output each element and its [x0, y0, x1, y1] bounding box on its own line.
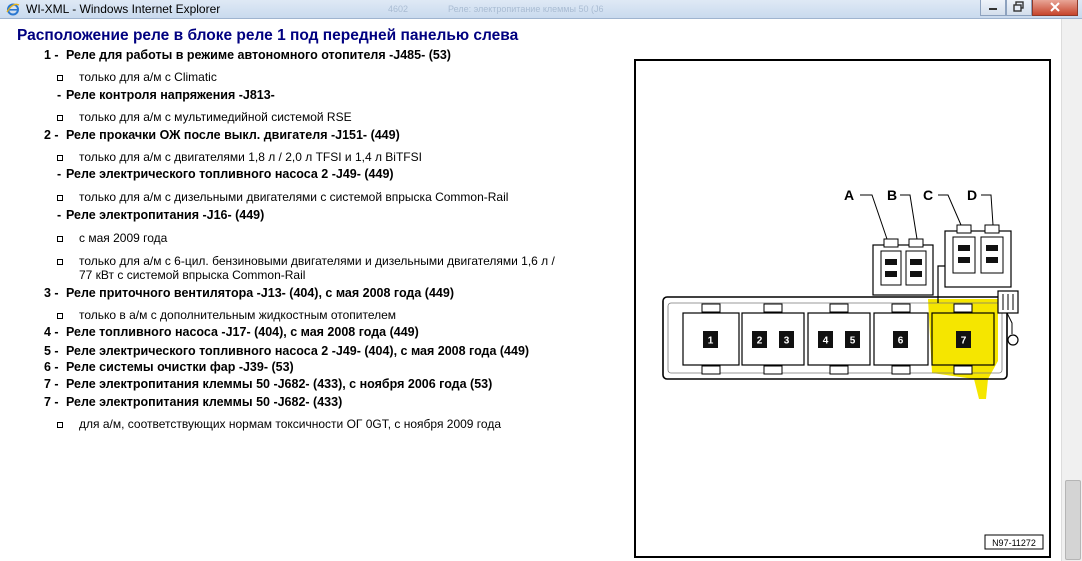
mount-hole — [1008, 335, 1018, 345]
item-text: Реле системы очистки фар -J39- (53) — [66, 360, 294, 374]
relay-diagram — [636, 61, 1049, 556]
list-item — [44, 360, 294, 374]
slot-number: 7 — [960, 335, 967, 347]
close-button[interactable] — [1032, 0, 1078, 16]
window-title: WI-XML - Windows Internet Explorer — [26, 2, 221, 16]
item-text: Реле топливного насоса -J17- (404), с мая 2008 года (449) — [66, 325, 419, 339]
background-tab-ghost: Реле: электропитание клеммы 50 (J6 — [448, 4, 604, 14]
figure-id: N97-11272 — [992, 538, 1036, 548]
bullet-icon — [57, 115, 63, 121]
item-number: - — [57, 88, 62, 102]
item-text: Реле прокачки ОЖ после выкл. двигателя -J151- (449) — [66, 128, 400, 142]
connector-label-a: A — [843, 187, 855, 203]
bullet-icon — [57, 313, 63, 319]
connector-label-b: B — [886, 187, 898, 203]
bullet-icon — [57, 259, 63, 265]
slot-6 — [874, 304, 928, 374]
item-text: Реле электропитания клеммы 50 -J682- (433) — [66, 395, 343, 409]
note-text: только для а/м с двигателями 1,8 л / 2,0 л TFSI и 1,4 л BiTFSI — [79, 150, 422, 164]
list-item — [44, 48, 451, 62]
note-text: для а/м, соответствующих нормам токсичности ОГ 0GT, с ноября 2009 года — [79, 417, 502, 431]
slot-number: 1 — [707, 335, 714, 347]
item-text: Реле электрического топливного насоса 2 -J49- (449) — [66, 167, 394, 181]
restore-button[interactable] — [1006, 0, 1032, 16]
item-text: Реле электрического топливного насоса 2 -J49- (404), с мая 2008 года (449) — [66, 344, 530, 358]
close-icon — [1049, 0, 1061, 14]
vertical-scrollbar[interactable] — [1061, 19, 1082, 561]
item-number: 4 - — [44, 325, 59, 339]
note-text: только для а/м с 6-цил. бензиновыми двигателями и дизельными двигателями 1,6 л / — [79, 254, 555, 268]
slot-2-3 — [742, 304, 804, 374]
item-number: 7 - — [44, 395, 59, 409]
item-number: 6 - — [44, 360, 59, 374]
bullet-icon — [57, 75, 63, 81]
item-text: Реле контроля напряжения -J813- — [66, 88, 275, 102]
note-text: только для а/м с дизельными двигателями с системой впрыска Common-Rail — [79, 190, 509, 204]
note-text: только для а/м с мультимедийной системой RSE — [79, 110, 352, 124]
page-title: Расположение реле в блоке реле 1 под передней панелью слева — [17, 27, 519, 44]
list-item — [44, 344, 530, 358]
list-item — [44, 286, 454, 300]
note-text: только для а/м с Climatic — [79, 70, 217, 84]
item-number: 1 - — [44, 48, 59, 62]
minimize-button[interactable] — [980, 0, 1006, 16]
note-text-continued: 77 кВт с системой впрыска Common-Rail — [79, 268, 306, 282]
list-item — [57, 88, 275, 102]
item-text: Реле электропитания клеммы 50 -J682- (433), с ноября 2006 года (53) — [66, 377, 493, 391]
slot-1 — [683, 304, 739, 374]
connector-label-d: D — [966, 187, 978, 203]
bullet-icon — [57, 155, 63, 161]
item-text: Реле приточного вентилятора -J13- (404), с мая 2008 года (449) — [66, 286, 454, 300]
slot-number: 3 — [783, 335, 790, 347]
item-number: 7 - — [44, 377, 59, 391]
connector-label-c: C — [922, 187, 934, 203]
slot-4-5 — [808, 304, 870, 374]
list-item — [44, 325, 419, 339]
bullet-icon — [57, 422, 63, 428]
list-item — [57, 167, 394, 181]
connector-a-b — [873, 239, 933, 295]
list-item — [44, 377, 493, 391]
note-text: с мая 2009 года — [79, 231, 168, 245]
ie-icon — [6, 2, 20, 16]
slot-number: 4 — [822, 335, 829, 347]
slot-number: 2 — [756, 335, 763, 347]
bullet-icon — [57, 236, 63, 242]
slot-number: 5 — [849, 335, 856, 347]
item-number: 2 - — [44, 128, 59, 142]
background-tab-ghost: 4602 — [388, 4, 409, 14]
relay-block-figure — [634, 59, 1051, 558]
list-item — [57, 208, 265, 222]
item-number: - — [57, 167, 62, 181]
bullet-icon — [57, 195, 63, 201]
window-title-bar — [0, 0, 1082, 19]
minimize-icon — [988, 0, 998, 14]
list-item — [44, 128, 400, 142]
item-number: - — [57, 208, 62, 222]
item-text: Реле электропитания -J16- (449) — [66, 208, 265, 222]
restore-icon — [1013, 0, 1025, 14]
slot-number: 6 — [897, 335, 904, 347]
item-text: Реле для работы в режиме автономного отопителя -J485- (53) — [66, 48, 451, 62]
note-text: только в а/м с дополнительным жидкостным отопителем — [79, 308, 397, 322]
highlight-slot-7 — [928, 299, 998, 399]
item-number: 3 - — [44, 286, 59, 300]
connector-c-d — [945, 225, 1011, 287]
scrollbar-thumb[interactable] — [1065, 480, 1081, 560]
item-number: 5 - — [44, 344, 59, 358]
list-item — [44, 395, 343, 409]
